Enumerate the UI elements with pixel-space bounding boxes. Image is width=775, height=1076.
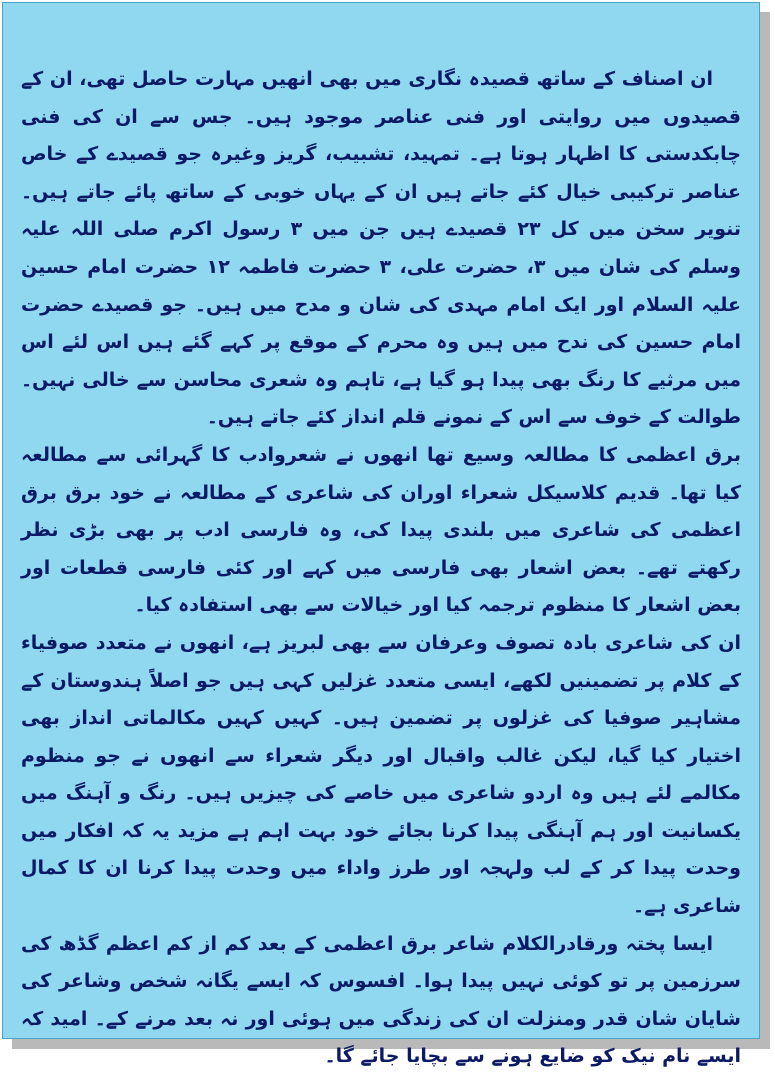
- paragraph-study: برق اعظمی کا مطالعہ وسیع تھا انھوں نے شعروادب کا گہرائی سے مطالعہ کیا تھا۔ قدیم کلاسیکل شعراء اوران کی شاعری کے مطالعہ نے خود برق برق اعظمی کی شاعری میں بلندی پیدا کی، وہ فارسی ادب پر بھی بڑی نظر رکھتے تھے۔ بعض اشعار بھی فارسی میں کہے اور کئی فارسی قطعات اور بعض اشعار کا منظوم ترجمہ کیا اور خیالات سے بھی استفادہ کیا۔: [21, 443, 741, 617]
- document-body: [21, 61, 741, 1076]
- document-page: [2, 2, 760, 1068]
- paragraph-conclusion: ایسا پختہ ورقادرالکلام شاعر برق اعظمی کے بعد کم از کم اعظم گڈھ کی سرزمین پر تو کوئی نہیں پیدا ہوا۔ افسوس کہ ایسے یگانہ شخص وشاعر کی شایان شان قدر ومنزلت ان کی زندگی میں ہوئی اور نہ بعد مرنے کے۔ امید کہ ایسے نام نیک کو ضایع ہونے سے بچایا جائے گا۔: [21, 932, 741, 1068]
- paragraph-qasida: ان اصناف کے ساتھ قصیدہ نگاری میں بھی انھیں مہارت حاصل تھی، ان کے قصیدوں میں روایتی اور فنی عناصر موجود ہیں۔ جس سے ان کی فنی چابکدستی کا اظہار ہوتا ہے۔ تمہید، تشبیب، گریز وغیرہ جو قصیدے کے خاص عناصر ترکیبی خیال کئے جاتے ہیں ان کے یہاں خوبی کے ساتھ پائے جاتے ہیں۔ تنویر سخن میں کل ۲۳ قصیدے ہیں جن میں ۳ رسول اکرم صلی اللہ علیہ وسلم کی شان میں ۳، حضرت علی، ۳ حضرت فاطمہ ۱۲ حضرت امام حسین علیہ السلام اور ایک امام مہدی کی شان و مدح میں ہیں۔ جو قصیدے حضرت امام حسین کی ندح میں ہیں وہ محرم کے موقع پر کہے گئے ہیں اس لئے اس میں مرثیے کا رنگ بھی پیدا ہو گیا ہے، تاہم وہ شعری محاسن سے خالی نہیں۔ طوالت کے خوف سے اس کے نمونے قلم انداز کئے جاتے ہیں۔: [21, 68, 741, 429]
- paragraph-sufism: ان کی شاعری بادہ تصوف وعرفان سے بھی لبریز ہے، انھوں نے متعدد صوفیاء کے کلام پر تضمینیں لکھے، ایسی متعدد غزلیں کہی ہیں جو اصلاً ہندوستان کے مشاہیر صوفیا کی غزلوں پر تضمین ہیں۔ کہیں کہیں مکالماتی انداز بھی اختیار کیا گیا، لیکن غالب واقبال اور دیگر شعراء سے انھوں نے جو منظوم مکالمے لئے ہیں وہ اردو شاعری میں خاصے کی چیزیں ہیں۔ رنگ و آہنگ میں یکسانیت اور ہم آہنگی پیدا کرنا بجائے خود بہت اہم ہے مزید یہ کہ افکار میں وحدت پیدا کر کے لب ولہجہ اور طرز واداء میں وحدت پیدا کرنا ان کا کمال شاعری ہے۔: [21, 631, 741, 918]
